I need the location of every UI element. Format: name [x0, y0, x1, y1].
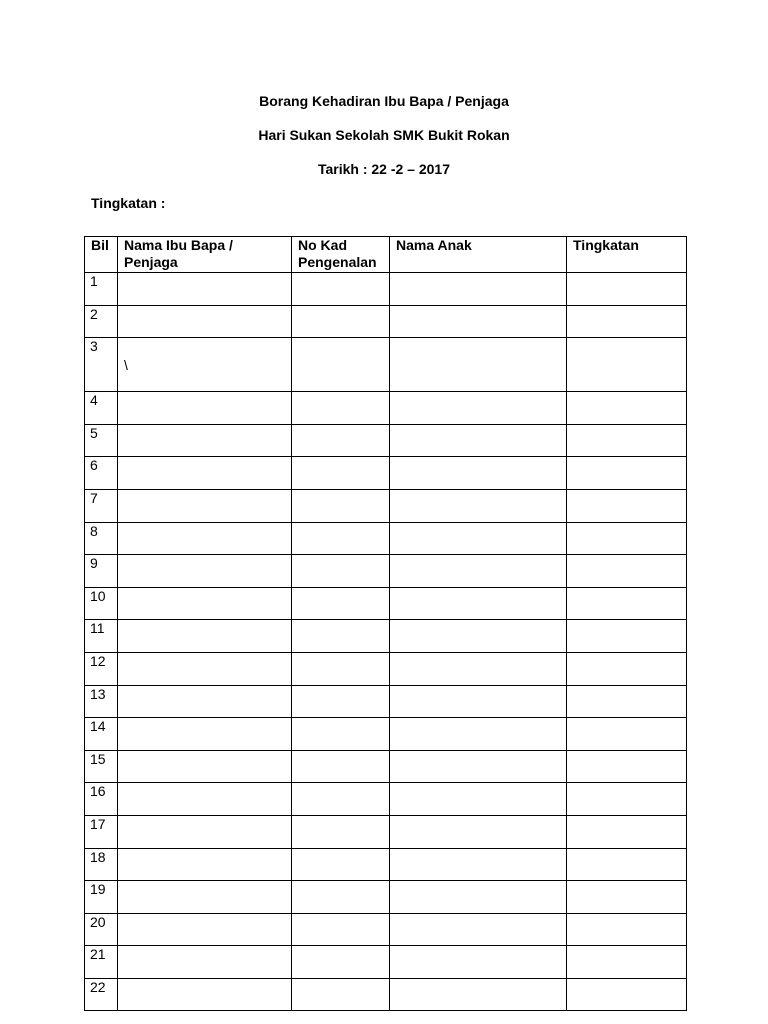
- header-bil: Bil: [85, 237, 118, 273]
- ic-number-cell[interactable]: [292, 338, 390, 392]
- ic-number-cell[interactable]: [292, 620, 390, 653]
- form-cell[interactable]: [567, 587, 687, 620]
- event-date: Tarikh : 22 -2 – 2017: [317, 161, 451, 177]
- parent-name-cell[interactable]: [118, 587, 292, 620]
- child-name-cell[interactable]: [390, 946, 567, 979]
- parent-name-cell[interactable]: [118, 338, 292, 392]
- table-row: [85, 392, 687, 425]
- form-cell[interactable]: [567, 273, 687, 306]
- parent-name-cell[interactable]: [118, 881, 292, 914]
- row-number: 21: [85, 946, 118, 979]
- row-number: 2: [85, 305, 118, 338]
- child-name-cell[interactable]: [390, 305, 567, 338]
- parent-name-cell[interactable]: [118, 305, 292, 338]
- table-row: [85, 555, 687, 588]
- table-row: [85, 338, 687, 392]
- child-name-cell[interactable]: [390, 848, 567, 881]
- form-cell[interactable]: [567, 881, 687, 914]
- ic-number-cell[interactable]: [292, 392, 390, 425]
- child-name-cell[interactable]: [390, 587, 567, 620]
- row-number: 10: [85, 587, 118, 620]
- table-row: [85, 273, 687, 306]
- header-child-name: Nama Anak: [390, 237, 567, 273]
- child-name-cell[interactable]: [390, 652, 567, 685]
- child-name-cell[interactable]: [390, 978, 567, 1011]
- parent-name-cell[interactable]: [118, 424, 292, 457]
- table-row: [85, 489, 687, 522]
- child-name-cell[interactable]: [390, 457, 567, 490]
- ic-number-cell[interactable]: [292, 978, 390, 1011]
- ic-number-cell[interactable]: [292, 305, 390, 338]
- form-cell[interactable]: [567, 555, 687, 588]
- ic-number-cell[interactable]: [292, 587, 390, 620]
- table-header-row: [85, 237, 687, 273]
- form-cell[interactable]: [567, 718, 687, 751]
- parent-name-cell[interactable]: [118, 522, 292, 555]
- ic-number-cell[interactable]: [292, 783, 390, 816]
- child-name-cell[interactable]: [390, 392, 567, 425]
- parent-name-cell[interactable]: [118, 750, 292, 783]
- table-row: [85, 652, 687, 685]
- parent-name-cell[interactable]: [118, 555, 292, 588]
- table-row: [85, 620, 687, 653]
- row-number: 7: [85, 489, 118, 522]
- parent-name-cell[interactable]: [118, 685, 292, 718]
- ic-number-cell[interactable]: [292, 913, 390, 946]
- row-number: 19: [85, 881, 118, 914]
- form-cell[interactable]: [567, 750, 687, 783]
- row-number: 1: [85, 273, 118, 306]
- table-body: [85, 273, 687, 1011]
- parent-name-cell[interactable]: [118, 273, 292, 306]
- ic-number-cell[interactable]: [292, 489, 390, 522]
- form-level-label: Tingkatan :: [91, 195, 166, 211]
- row-number: 3: [85, 338, 118, 392]
- ic-number-cell[interactable]: [292, 457, 390, 490]
- ic-number-cell[interactable]: [292, 555, 390, 588]
- parent-name-cell[interactable]: [118, 489, 292, 522]
- table-row: [85, 718, 687, 751]
- table-row: [85, 587, 687, 620]
- form-cell[interactable]: [567, 783, 687, 816]
- parent-name-cell[interactable]: [118, 848, 292, 881]
- form-cell[interactable]: [567, 848, 687, 881]
- parent-name-cell[interactable]: [118, 815, 292, 848]
- table-row: [85, 685, 687, 718]
- row-number: 20: [85, 913, 118, 946]
- form-cell[interactable]: [567, 978, 687, 1011]
- child-name-cell[interactable]: [390, 489, 567, 522]
- ic-number-cell[interactable]: [292, 273, 390, 306]
- ic-number-cell[interactable]: [292, 718, 390, 751]
- child-name-cell[interactable]: [390, 685, 567, 718]
- row-number: 4: [85, 392, 118, 425]
- parent-name-cell[interactable]: [118, 457, 292, 490]
- form-cell[interactable]: [567, 305, 687, 338]
- ic-number-cell[interactable]: [292, 848, 390, 881]
- form-cell[interactable]: [567, 815, 687, 848]
- header-form: Tingkatan: [567, 237, 687, 273]
- table-row: [85, 750, 687, 783]
- form-cell[interactable]: [567, 685, 687, 718]
- ic-number-cell[interactable]: [292, 685, 390, 718]
- form-cell[interactable]: [567, 392, 687, 425]
- ic-number-cell[interactable]: [292, 652, 390, 685]
- form-cell[interactable]: [567, 620, 687, 653]
- row-number: 5: [85, 424, 118, 457]
- table-row: [85, 424, 687, 457]
- child-name-cell[interactable]: [390, 620, 567, 653]
- form-cell[interactable]: [567, 489, 687, 522]
- header-parent-name: Nama Ibu Bapa / Penjaga: [118, 237, 292, 273]
- parent-name-cell[interactable]: [118, 392, 292, 425]
- table-row: [85, 783, 687, 816]
- row-number: 11: [85, 620, 118, 653]
- table-row: [85, 913, 687, 946]
- parent-name-cell[interactable]: [118, 620, 292, 653]
- row-number: 16: [85, 783, 118, 816]
- child-name-cell[interactable]: [390, 522, 567, 555]
- child-name-cell[interactable]: [390, 815, 567, 848]
- table-row: [85, 848, 687, 881]
- table-row: [85, 815, 687, 848]
- form-cell[interactable]: [567, 652, 687, 685]
- ic-number-cell[interactable]: [292, 522, 390, 555]
- parent-name-cell[interactable]: [118, 718, 292, 751]
- form-cell[interactable]: [567, 457, 687, 490]
- child-name-cell[interactable]: [390, 881, 567, 914]
- document-title: Borang Kehadiran Ibu Bapa / Penjaga: [259, 93, 509, 109]
- row-number: 12: [85, 652, 118, 685]
- table-row: [85, 946, 687, 979]
- row-number: 13: [85, 685, 118, 718]
- parent-name-cell[interactable]: [118, 652, 292, 685]
- row-number: 22: [85, 978, 118, 1011]
- parent-name-cell[interactable]: [118, 913, 292, 946]
- ic-number-cell[interactable]: [292, 946, 390, 979]
- table-row: [85, 522, 687, 555]
- table-row: [85, 978, 687, 1011]
- parent-name-cell[interactable]: [118, 946, 292, 979]
- row-number: 9: [85, 555, 118, 588]
- child-name-cell[interactable]: [390, 783, 567, 816]
- parent-name-cell[interactable]: [118, 978, 292, 1011]
- parent-name-cell[interactable]: [118, 783, 292, 816]
- form-cell[interactable]: [567, 338, 687, 392]
- ic-number-cell[interactable]: [292, 750, 390, 783]
- table-row: [85, 881, 687, 914]
- form-cell[interactable]: [567, 913, 687, 946]
- child-name-cell[interactable]: [390, 338, 567, 392]
- ic-number-cell[interactable]: [292, 881, 390, 914]
- table-row: [85, 457, 687, 490]
- row-number: 14: [85, 718, 118, 751]
- ic-number-cell[interactable]: [292, 815, 390, 848]
- row-number: 17: [85, 815, 118, 848]
- attendance-table: [84, 236, 687, 1011]
- header-ic-number: No Kad Pengenalan: [292, 237, 390, 273]
- child-name-cell[interactable]: [390, 555, 567, 588]
- row-number: 8: [85, 522, 118, 555]
- child-name-cell[interactable]: [390, 750, 567, 783]
- form-cell[interactable]: [567, 946, 687, 979]
- ic-number-cell[interactable]: [292, 424, 390, 457]
- child-name-cell[interactable]: [390, 718, 567, 751]
- row-number: 18: [85, 848, 118, 881]
- form-cell[interactable]: [567, 522, 687, 555]
- form-cell[interactable]: [567, 424, 687, 457]
- child-name-cell[interactable]: [390, 913, 567, 946]
- event-title: Hari Sukan Sekolah SMK Bukit Rokan: [258, 127, 510, 143]
- row-number: 15: [85, 750, 118, 783]
- row-number: 6: [85, 457, 118, 490]
- child-name-cell[interactable]: [390, 424, 567, 457]
- table-row: [85, 305, 687, 338]
- handwritten-mark: \: [124, 357, 128, 374]
- child-name-cell[interactable]: [390, 273, 567, 306]
